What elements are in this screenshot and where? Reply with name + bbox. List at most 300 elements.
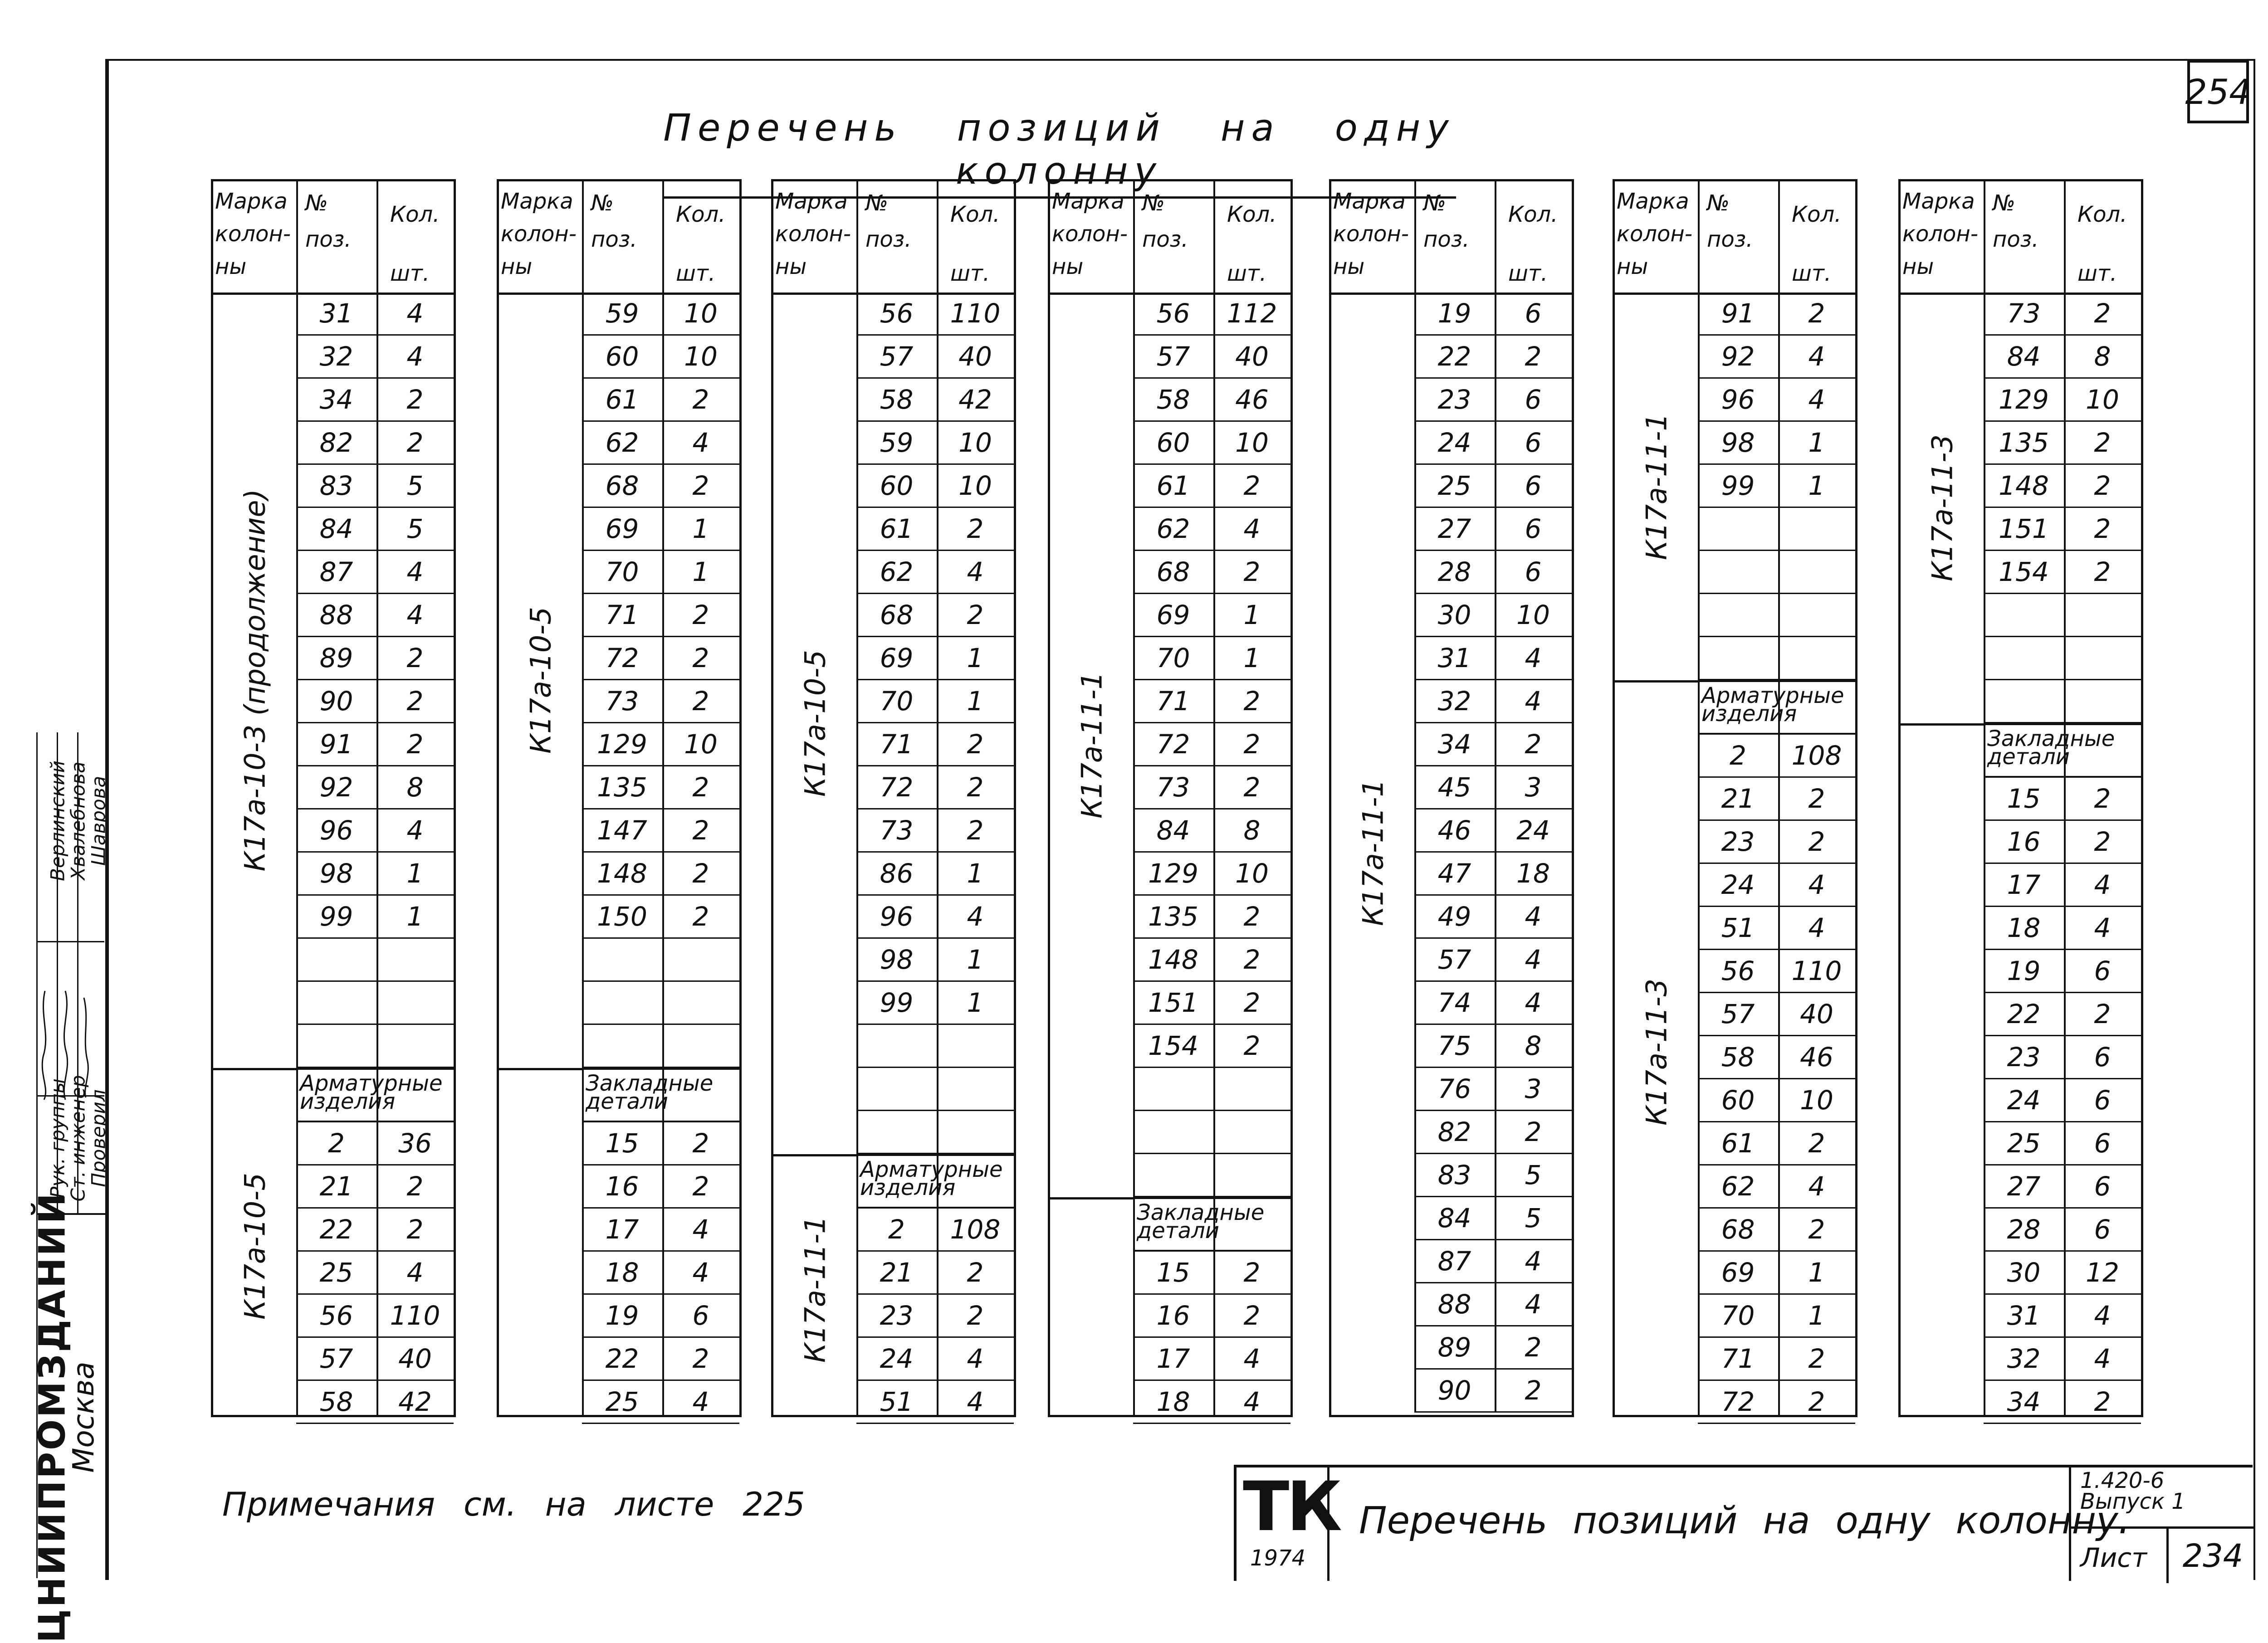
position-number: 84 bbox=[2007, 341, 2041, 372]
column-table bbox=[1613, 179, 1857, 1417]
quantity-value: 42 bbox=[398, 1386, 432, 1417]
table-row bbox=[1414, 293, 1572, 336]
quantity-value: 4 bbox=[406, 298, 424, 329]
quantity-value: 10 bbox=[684, 341, 718, 372]
quantity-value: 1 bbox=[967, 944, 984, 975]
position-number: 99 bbox=[880, 987, 914, 1018]
quantity-value: 40 bbox=[958, 341, 992, 372]
position-number: 62 bbox=[605, 427, 639, 458]
position-number: 88 bbox=[1437, 1289, 1471, 1320]
table-row bbox=[1414, 1025, 1572, 1068]
table-row bbox=[1984, 1036, 2141, 1079]
column-table bbox=[497, 179, 742, 1417]
position-number: 59 bbox=[605, 298, 639, 329]
position-number: 154 bbox=[1148, 1030, 1198, 1061]
segment-divider bbox=[1050, 1197, 1133, 1199]
title-block bbox=[1234, 1465, 2253, 1581]
table-row bbox=[1133, 939, 1290, 982]
position-number: 16 bbox=[2007, 826, 2041, 857]
quantity-value: 4 bbox=[2094, 912, 2111, 943]
table-row bbox=[296, 1252, 454, 1295]
quantity-value: 40 bbox=[1235, 341, 1269, 372]
position-number: 61 bbox=[880, 513, 914, 544]
column-separator bbox=[1495, 293, 1496, 1413]
table-row bbox=[1414, 637, 1572, 680]
table-row bbox=[1414, 551, 1572, 594]
table-row bbox=[582, 1209, 739, 1252]
table-row bbox=[1133, 637, 1290, 680]
column-mark: К17а-11-1 bbox=[1640, 413, 1673, 560]
position-number: 98 bbox=[319, 858, 353, 889]
position-number: 21 bbox=[1721, 783, 1755, 814]
position-number: 74 bbox=[1437, 987, 1471, 1018]
quantity-value: 6 bbox=[1525, 298, 1542, 329]
position-number: 24 bbox=[1721, 869, 1755, 900]
quantity-value: 2 bbox=[967, 772, 984, 803]
position-number: 56 bbox=[319, 1300, 353, 1331]
quantity-value: 1 bbox=[692, 513, 709, 544]
position-number: 2 bbox=[1730, 740, 1746, 771]
position-number: 22 bbox=[319, 1214, 353, 1245]
quantity-value: 2 bbox=[692, 600, 709, 630]
table-row bbox=[856, 809, 1014, 853]
table-header bbox=[1331, 181, 1572, 295]
table-row bbox=[582, 1122, 739, 1165]
header-position: № поз. bbox=[305, 190, 352, 252]
position-number: 72 bbox=[880, 772, 914, 803]
table-row bbox=[1984, 422, 2141, 465]
signature-mark-2 bbox=[59, 989, 72, 1102]
position-number: 61 bbox=[1156, 470, 1190, 501]
position-number: 71 bbox=[880, 729, 914, 760]
position-number: 68 bbox=[1156, 556, 1190, 587]
position-number: 71 bbox=[1721, 1343, 1755, 1374]
table-row bbox=[582, 766, 739, 809]
quantity-value: 2 bbox=[406, 686, 424, 717]
quantity-value: 2 bbox=[406, 729, 424, 760]
position-number: 30 bbox=[2007, 1257, 2041, 1288]
quantity-value: 2 bbox=[2094, 1386, 2111, 1417]
column-table bbox=[1898, 179, 2143, 1417]
position-number: 17 bbox=[605, 1214, 639, 1245]
position-number: 46 bbox=[1437, 815, 1471, 846]
position-number: 57 bbox=[1437, 944, 1471, 975]
position-number: 25 bbox=[605, 1386, 639, 1417]
position-number: 47 bbox=[1437, 858, 1471, 889]
position-number: 31 bbox=[319, 298, 353, 329]
position-number: 58 bbox=[1721, 1042, 1755, 1073]
quantity-value: 6 bbox=[2094, 1171, 2111, 1202]
position-number: 151 bbox=[1148, 987, 1198, 1018]
table-row bbox=[856, 508, 1014, 551]
quantity-value: 3 bbox=[1525, 772, 1542, 803]
position-number: 69 bbox=[1721, 1257, 1755, 1288]
quantity-value: 1 bbox=[967, 987, 984, 1018]
table-row bbox=[296, 723, 454, 766]
table-row bbox=[1698, 637, 1855, 680]
position-number: 82 bbox=[1437, 1116, 1471, 1147]
position-number: 45 bbox=[1437, 772, 1471, 803]
table-row bbox=[1414, 465, 1572, 508]
table-row bbox=[1133, 1338, 1290, 1381]
title-block-year: 1974 bbox=[1250, 1545, 1306, 1571]
table-row bbox=[582, 508, 739, 551]
position-number: 28 bbox=[1437, 556, 1471, 587]
notes-text: Примечания см. на листе 225 bbox=[222, 1485, 805, 1523]
quantity-value: 4 bbox=[1525, 987, 1542, 1018]
table-row bbox=[856, 336, 1014, 379]
column-separator bbox=[856, 293, 858, 1415]
column-separator bbox=[937, 293, 938, 1415]
quantity-value: 4 bbox=[1808, 384, 1825, 415]
position-number: 24 bbox=[2007, 1085, 2041, 1116]
position-number: 21 bbox=[319, 1171, 353, 1202]
position-number: 148 bbox=[1148, 944, 1198, 975]
table-row bbox=[1133, 594, 1290, 637]
quantity-value: 6 bbox=[1525, 470, 1542, 501]
table-row bbox=[1698, 336, 1855, 379]
header-mark: Марка колон- ны bbox=[1902, 189, 1979, 279]
position-number: 70 bbox=[605, 556, 639, 587]
table-row bbox=[1133, 465, 1290, 508]
table-row bbox=[296, 551, 454, 594]
quantity-value: 4 bbox=[692, 427, 709, 458]
position-number: 129 bbox=[597, 729, 647, 760]
position-number: 23 bbox=[1437, 384, 1471, 415]
quantity-value: 4 bbox=[1243, 1343, 1261, 1374]
table-row bbox=[582, 1338, 739, 1381]
position-number: 49 bbox=[1437, 901, 1471, 932]
quantity-value: 40 bbox=[1800, 999, 1833, 1029]
table-row bbox=[856, 379, 1014, 422]
quantity-value: 5 bbox=[1525, 1160, 1542, 1190]
table-row bbox=[1414, 594, 1572, 637]
tk-logo-box bbox=[1237, 1467, 1339, 1581]
position-number: 71 bbox=[1156, 686, 1190, 717]
position-number: 72 bbox=[1156, 729, 1190, 760]
column-separator bbox=[376, 293, 378, 1415]
quantity-value: 2 bbox=[1808, 783, 1825, 814]
table-row bbox=[1133, 293, 1290, 336]
quantity-value: 2 bbox=[406, 1214, 424, 1245]
table-row bbox=[582, 1381, 739, 1424]
quantity-value: 4 bbox=[1525, 901, 1542, 932]
table-row bbox=[1698, 1079, 1855, 1122]
position-number: 24 bbox=[1437, 427, 1471, 458]
position-number: 27 bbox=[1437, 513, 1471, 544]
table-row bbox=[296, 982, 454, 1025]
table-row bbox=[1133, 508, 1290, 551]
position-number: 19 bbox=[1437, 298, 1471, 329]
table-row bbox=[856, 637, 1014, 680]
table-row bbox=[1984, 950, 2141, 993]
table-row bbox=[296, 1295, 454, 1338]
position-number: 51 bbox=[1721, 912, 1755, 943]
position-number: 73 bbox=[2007, 298, 2041, 329]
quantity-value: 1 bbox=[1808, 427, 1825, 458]
table-row bbox=[1984, 1165, 2141, 1209]
position-number: 96 bbox=[1721, 384, 1755, 415]
table-row bbox=[582, 809, 739, 853]
table-row bbox=[1984, 1338, 2141, 1381]
tk-logo: ТК bbox=[1243, 1467, 1339, 1546]
quantity-value: 4 bbox=[2094, 869, 2111, 900]
table-row bbox=[856, 594, 1014, 637]
table-row bbox=[582, 1165, 739, 1209]
stamp-role-1: Рук. группы bbox=[46, 1078, 69, 1198]
table-row bbox=[1133, 1295, 1290, 1338]
position-number: 30 bbox=[1437, 600, 1471, 630]
quantity-value: 2 bbox=[406, 1171, 424, 1202]
position-number: 71 bbox=[605, 600, 639, 630]
table-row bbox=[1133, 551, 1290, 594]
header-quantity: Кол. шт. bbox=[1508, 202, 1558, 286]
table-row bbox=[296, 594, 454, 637]
table-header bbox=[213, 181, 454, 295]
quantity-value: 2 bbox=[692, 1128, 709, 1159]
table-row bbox=[1414, 1240, 1572, 1283]
table-row bbox=[1414, 336, 1572, 379]
stamp-role-2: Ст. инженер bbox=[67, 1075, 89, 1202]
quantity-value: 10 bbox=[684, 298, 718, 329]
table-row bbox=[1414, 723, 1572, 766]
table-row bbox=[296, 896, 454, 939]
column-separator bbox=[662, 293, 664, 1415]
table-row bbox=[296, 293, 454, 336]
position-number: 69 bbox=[1156, 600, 1190, 630]
column-table bbox=[1048, 179, 1293, 1417]
quantity-value: 8 bbox=[406, 772, 424, 803]
table-row bbox=[1984, 551, 2141, 594]
position-number: 16 bbox=[605, 1171, 639, 1202]
table-row bbox=[1133, 379, 1290, 422]
position-number: 73 bbox=[1156, 772, 1190, 803]
position-number: 60 bbox=[1156, 427, 1190, 458]
position-number: 76 bbox=[1437, 1073, 1471, 1104]
table-row bbox=[296, 939, 454, 982]
table-row bbox=[296, 809, 454, 853]
position-number: 69 bbox=[605, 513, 639, 544]
table-row bbox=[1984, 907, 2141, 950]
table-row bbox=[1133, 336, 1290, 379]
organization-name: ЦНИИПРОМЗДАНИЙ bbox=[31, 1191, 73, 1643]
quantity-value: 1 bbox=[1808, 1257, 1825, 1288]
position-number: 62 bbox=[1721, 1171, 1755, 1202]
quantity-value: 10 bbox=[958, 427, 992, 458]
position-number: 91 bbox=[1721, 298, 1755, 329]
quantity-value: 10 bbox=[1235, 427, 1269, 458]
quantity-value: 4 bbox=[1243, 513, 1261, 544]
header-position: № поз. bbox=[1142, 190, 1188, 252]
table-row bbox=[1984, 778, 2141, 821]
section-header: Закладные детали bbox=[582, 1068, 739, 1122]
header-quantity: Кол. шт. bbox=[676, 202, 726, 286]
position-number: 58 bbox=[880, 384, 914, 415]
table-row bbox=[856, 1111, 1014, 1154]
column-separator bbox=[296, 293, 298, 1415]
quantity-value: 10 bbox=[684, 729, 718, 760]
quantity-value: 2 bbox=[692, 901, 709, 932]
quantity-value: 6 bbox=[2094, 1085, 2111, 1116]
quantity-value: 112 bbox=[1227, 298, 1277, 329]
position-number: 57 bbox=[880, 341, 914, 372]
quantity-value: 2 bbox=[967, 815, 984, 846]
quantity-value: 2 bbox=[1243, 987, 1261, 1018]
table-row bbox=[856, 1068, 1014, 1111]
table-row bbox=[1984, 379, 2141, 422]
quantity-value: 4 bbox=[692, 1257, 709, 1288]
position-number: 61 bbox=[1721, 1128, 1755, 1159]
quantity-value: 2 bbox=[1243, 729, 1261, 760]
quantity-value: 8 bbox=[1525, 1030, 1542, 1061]
table-row bbox=[1133, 1025, 1290, 1068]
header-quantity: Кол. шт. bbox=[1792, 202, 1842, 286]
position-number: 57 bbox=[1721, 999, 1755, 1029]
position-number: 25 bbox=[1437, 470, 1471, 501]
quantity-value: 2 bbox=[1808, 1343, 1825, 1374]
position-number: 69 bbox=[880, 643, 914, 673]
page-number: 254 bbox=[2187, 60, 2249, 123]
table-row bbox=[1133, 1111, 1290, 1154]
position-number: 23 bbox=[880, 1300, 914, 1331]
quantity-value: 4 bbox=[406, 556, 424, 587]
quantity-value: 2 bbox=[1243, 556, 1261, 587]
table-row bbox=[1414, 1111, 1572, 1154]
position-number: 15 bbox=[2007, 783, 2041, 814]
table-row bbox=[1133, 766, 1290, 809]
quantity-value: 6 bbox=[1525, 427, 1542, 458]
position-number: 51 bbox=[880, 1386, 914, 1417]
table-row bbox=[296, 465, 454, 508]
position-number: 91 bbox=[319, 729, 353, 760]
stamp-name-3: Шаврова bbox=[87, 775, 110, 866]
quantity-value: 2 bbox=[967, 1300, 984, 1331]
quantity-value: 2 bbox=[2094, 470, 2111, 501]
quantity-value: 4 bbox=[1243, 1386, 1261, 1417]
position-number: 18 bbox=[605, 1257, 639, 1288]
table-row bbox=[1414, 766, 1572, 809]
table-row bbox=[1698, 1036, 1855, 1079]
position-number: 148 bbox=[1999, 470, 2049, 501]
column-separator bbox=[582, 293, 584, 1415]
position-number: 57 bbox=[1156, 341, 1190, 372]
table-row bbox=[856, 1338, 1014, 1381]
position-number: 32 bbox=[2007, 1343, 2041, 1374]
position-number: 60 bbox=[1721, 1085, 1755, 1116]
position-number: 61 bbox=[605, 384, 639, 415]
position-number: 89 bbox=[1437, 1332, 1471, 1363]
table-row bbox=[1984, 993, 2141, 1036]
position-number: 24 bbox=[880, 1343, 914, 1374]
position-number: 60 bbox=[880, 470, 914, 501]
table-row bbox=[1698, 293, 1855, 336]
table-row bbox=[1414, 982, 1572, 1025]
table-row bbox=[1133, 723, 1290, 766]
position-number: 135 bbox=[1999, 427, 2049, 458]
header-mark: Марка колон- ны bbox=[501, 189, 577, 279]
quantity-value: 4 bbox=[692, 1214, 709, 1245]
position-number: 99 bbox=[1721, 470, 1755, 501]
table-header bbox=[1050, 181, 1290, 295]
position-number: 151 bbox=[1999, 513, 2049, 544]
table-row bbox=[856, 939, 1014, 982]
column-separator bbox=[1698, 293, 1700, 1415]
position-number: 92 bbox=[1721, 341, 1755, 372]
table-row bbox=[296, 1165, 454, 1209]
quantity-value: 6 bbox=[2094, 1042, 2111, 1073]
table-row bbox=[1133, 809, 1290, 853]
table-row bbox=[582, 422, 739, 465]
position-number: 56 bbox=[1721, 956, 1755, 986]
section-header: Закладные детали bbox=[1133, 1197, 1290, 1252]
position-number: 32 bbox=[319, 341, 353, 372]
quantity-value: 6 bbox=[2094, 1214, 2111, 1245]
position-number: 56 bbox=[880, 298, 914, 329]
table-row bbox=[296, 1025, 454, 1068]
quantity-value: 2 bbox=[967, 1257, 984, 1288]
table-row bbox=[1698, 1122, 1855, 1165]
quantity-value: 2 bbox=[2094, 999, 2111, 1029]
table-row bbox=[1133, 1154, 1290, 1197]
column-separator bbox=[1213, 293, 1215, 1415]
header-mark: Марка колон- ны bbox=[215, 189, 291, 279]
table-row bbox=[296, 853, 454, 896]
table-row bbox=[582, 853, 739, 896]
column-mark: К17а-11-3 bbox=[1926, 434, 1959, 581]
header-position: № поз. bbox=[1707, 190, 1753, 252]
quantity-value: 2 bbox=[2094, 298, 2111, 329]
quantity-value: 5 bbox=[1525, 1203, 1542, 1233]
title-block-title: Перечень позиций на одну колонну. bbox=[1359, 1499, 2130, 1542]
quantity-value: 2 bbox=[1525, 729, 1542, 760]
quantity-value: 6 bbox=[1525, 384, 1542, 415]
table-row bbox=[582, 336, 739, 379]
position-number: 19 bbox=[605, 1300, 639, 1331]
table-row bbox=[1984, 1295, 2141, 1338]
header-quantity: Кол. шт. bbox=[1227, 202, 1277, 286]
quantity-value: 110 bbox=[390, 1300, 440, 1331]
table-row bbox=[1698, 864, 1855, 907]
table-row bbox=[856, 853, 1014, 896]
table-row bbox=[582, 465, 739, 508]
quantity-value: 12 bbox=[2086, 1257, 2119, 1288]
quantity-value: 2 bbox=[692, 643, 709, 673]
table-row bbox=[1984, 1209, 2141, 1252]
quantity-value: 2 bbox=[967, 513, 984, 544]
position-number: 72 bbox=[1721, 1386, 1755, 1417]
position-number: 84 bbox=[319, 513, 353, 544]
column-separator bbox=[1414, 293, 1416, 1413]
table-row bbox=[1698, 1165, 1855, 1209]
quantity-value: 2 bbox=[1525, 1332, 1542, 1363]
position-number: 22 bbox=[2007, 999, 2041, 1029]
table-row bbox=[1698, 950, 1855, 993]
table-row bbox=[1133, 853, 1290, 896]
quantity-value: 2 bbox=[1525, 1116, 1542, 1147]
position-number: 31 bbox=[2007, 1300, 2041, 1331]
quantity-value: 1 bbox=[967, 643, 984, 673]
position-number: 23 bbox=[2007, 1042, 2041, 1073]
table-row bbox=[1414, 1068, 1572, 1111]
position-number: 129 bbox=[1999, 384, 2049, 415]
quantity-value: 6 bbox=[1525, 556, 1542, 587]
quantity-value: 10 bbox=[1800, 1085, 1833, 1116]
table-row bbox=[296, 766, 454, 809]
position-number: 135 bbox=[597, 772, 647, 803]
section-header: Закладные детали bbox=[1984, 723, 2141, 778]
quantity-value: 4 bbox=[1808, 1171, 1825, 1202]
position-number: 98 bbox=[1721, 427, 1755, 458]
